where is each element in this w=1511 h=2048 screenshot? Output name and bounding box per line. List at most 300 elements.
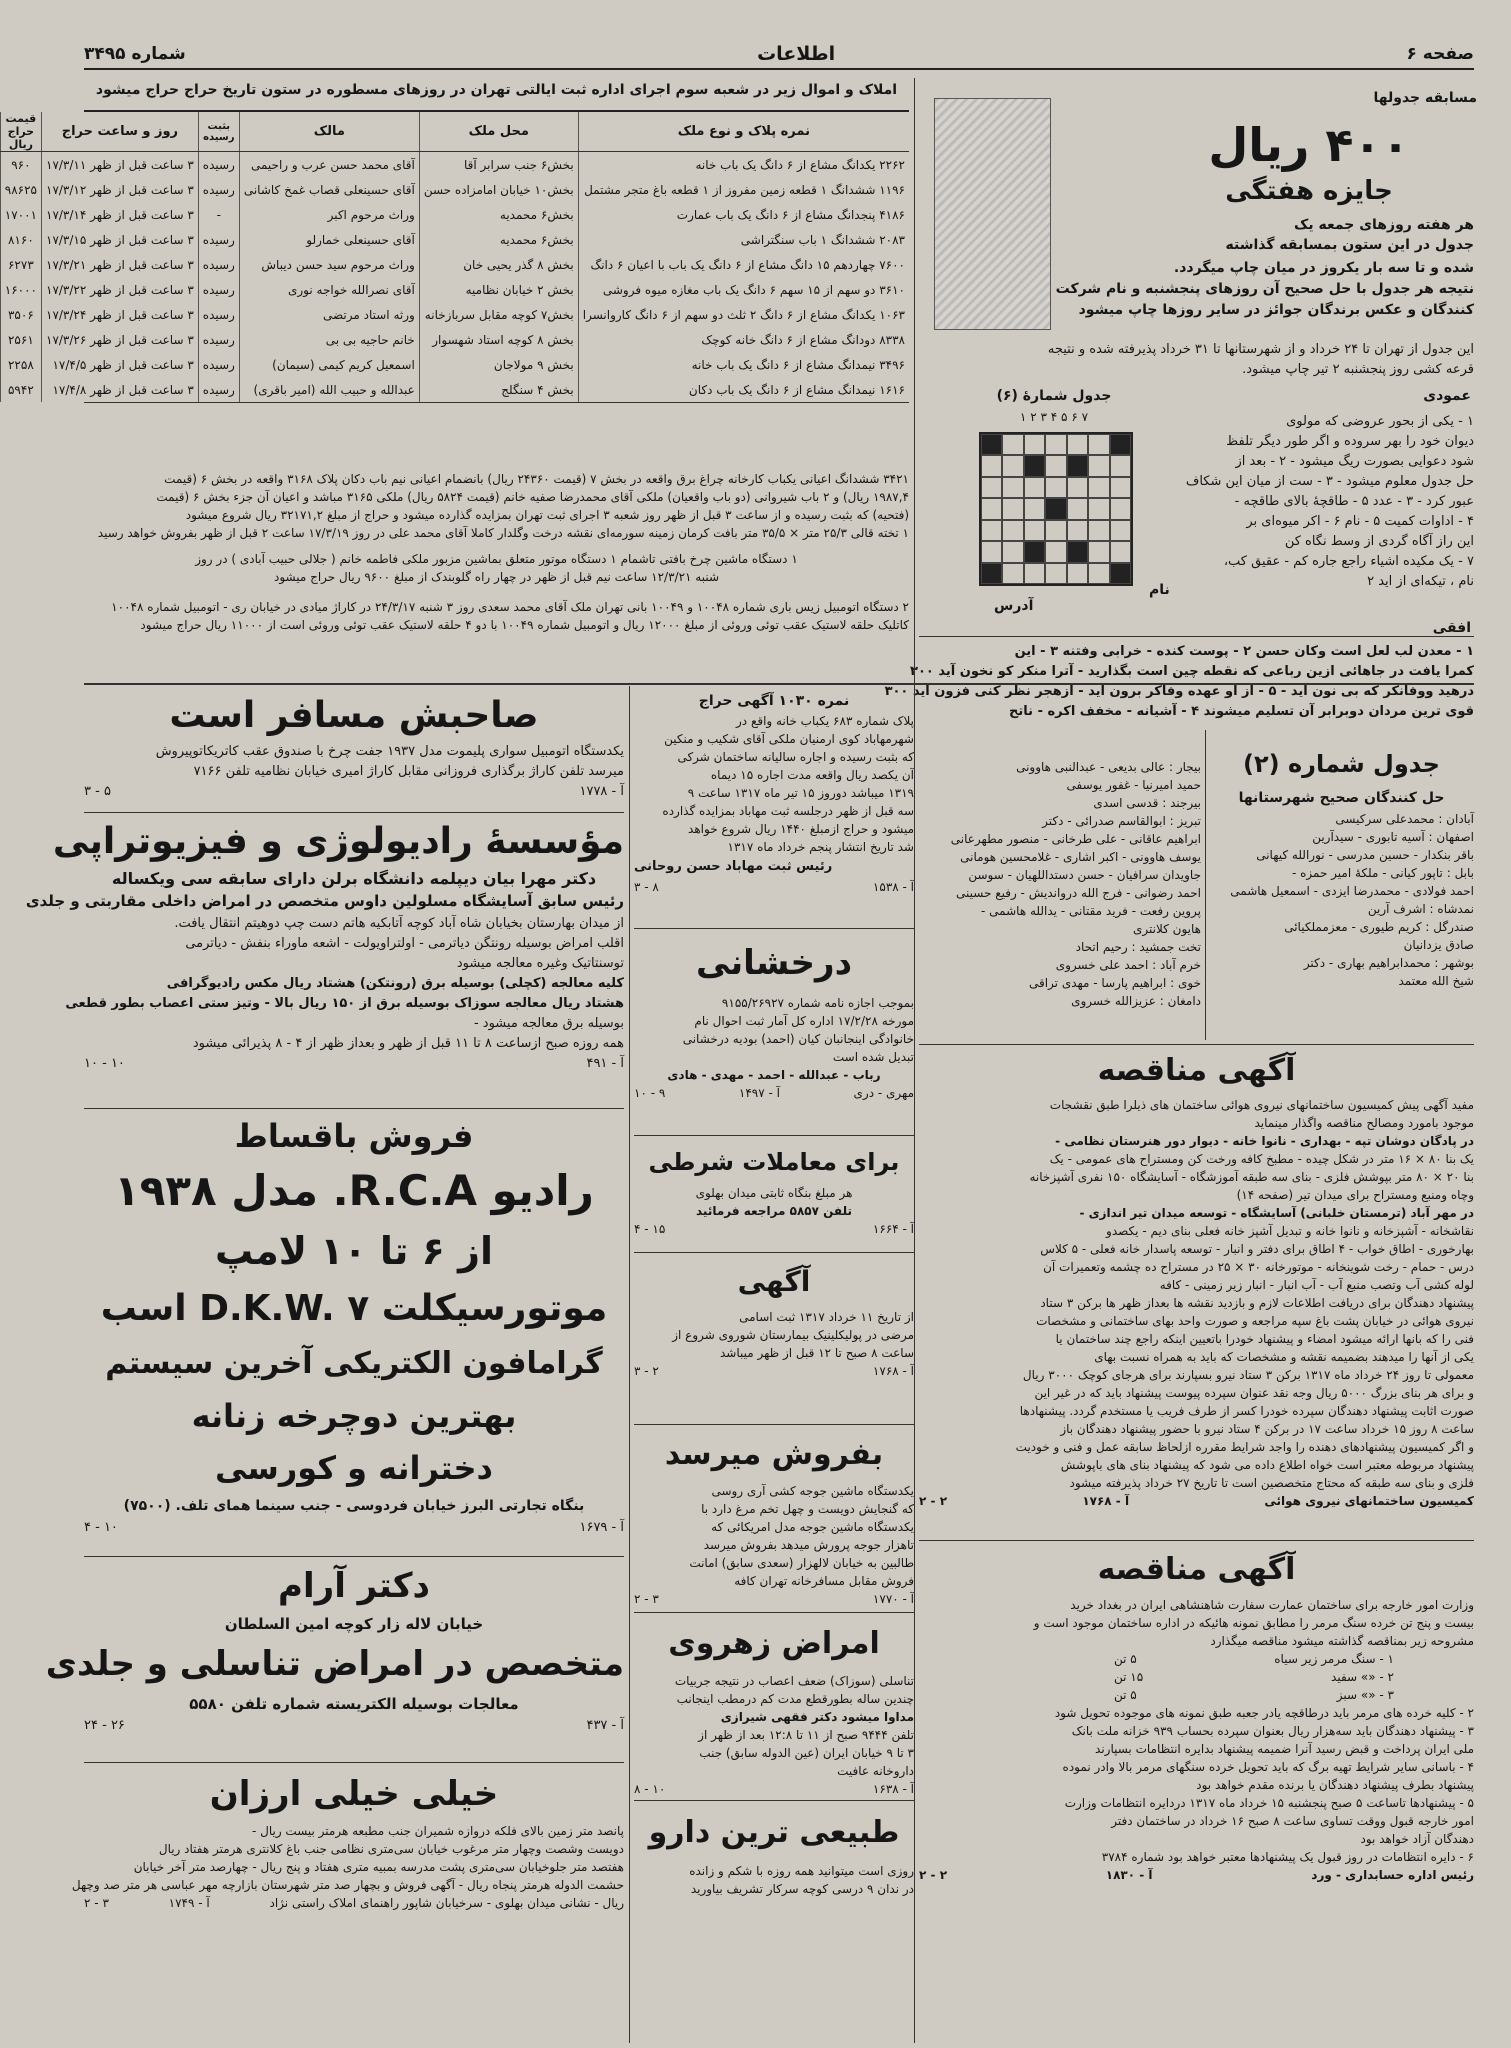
result-line: آبادان : محمدعلی سرکیسی xyxy=(1335,812,1474,826)
body-line: درس - حمام - رخت شوینخانه - موتورخانه ۳۰ × ۲۵ در مستراح ده چشمه وتعمیرات آن xyxy=(1043,1260,1474,1274)
table-cell: بخش۶ محمدیه xyxy=(419,202,578,227)
body-line: اقلب امراض بوسیله رونتگن دیاترمی - اولتراویولت - اشعه ماوراء بنفش - دیاترمی xyxy=(185,936,624,951)
ad-cheap xyxy=(71,1766,624,1916)
ad-cheap-body xyxy=(71,1822,624,1894)
deadline-line: این جدول از تهران تا ۲۴ خرداد و از شهرستانها تا ۳۱ خرداد پذیرفته شده و نتیجه xyxy=(1047,342,1474,357)
sale-title: بفروش میرسد xyxy=(664,1437,884,1472)
body-line: داروخانه عافیت xyxy=(837,1764,914,1778)
crossword-deadline xyxy=(924,340,1474,380)
divider xyxy=(634,1800,914,1801)
ad-travel-body: میرسد تلفن کاراژ برگذاری فروزانی مقابل کاراژ امیری خیابان نظامیه تلفن ۷۱۶۶ xyxy=(193,764,624,779)
grid-cell xyxy=(981,520,1002,541)
radio-line-2 xyxy=(84,1160,624,1222)
body-line: یک بنا ۸۰ × ۱۶ متر در شکل چیده - مطبخ کافه ورخت کن ومستراح های عمومی - یک xyxy=(1049,1152,1474,1166)
body-line: دویست وشصت وچهار متر مرغوب خیابان سی‌متری نظامی جنب باغ کلانتری هرمتر هفتاد ریال xyxy=(158,1842,624,1856)
table-cell: رسیده xyxy=(198,152,239,178)
col-header: روز و ساعت حراج xyxy=(42,112,199,152)
table-row xyxy=(0,327,909,352)
body-line: فلزی و بنای سه طبقه که محتاج متخصصین است تا تاریخ ۲۷ خرداد پذیرفته میشود xyxy=(1069,1476,1474,1490)
tender2-item xyxy=(1114,1668,1394,1686)
body-line: ملی ایران پرداخت و قبض رسید آنرا ضمیمه پیشنهاد بدایره انتظامات بسپارند xyxy=(1095,1742,1474,1756)
darakhshani-meta xyxy=(634,1084,914,1102)
body-line: توسنتاتیک وغیره معالجه میشود xyxy=(456,956,624,971)
table-cell: وراث مرحوم اکبر xyxy=(239,202,419,227)
newspaper-page xyxy=(4,0,1511,2048)
table-row xyxy=(0,152,909,178)
doctor-sub: معالجات بوسیله الکتریسته شماره تلفن ۵۵۸۰ xyxy=(189,1695,519,1713)
transactions-meta xyxy=(634,1220,914,1238)
result-line: دامغان : عزیزالله خسروی xyxy=(1071,994,1201,1008)
table-cell: رسیده xyxy=(198,377,239,402)
grid-cell xyxy=(1067,434,1088,455)
ad-darakhshani xyxy=(634,932,914,1132)
ad-run: ۲ - ۲ xyxy=(919,1494,948,1508)
radio-line-6: بهترین دوچرخه زنانه xyxy=(191,1397,517,1435)
table-cell: ورثه استاد مرتضی xyxy=(239,302,419,327)
ad-run: ۳ - ۲ xyxy=(84,1896,109,1910)
transactions-body: هر مبلغ بنگاه ثابتی میدان بهلوی xyxy=(695,1186,853,1200)
grid-cell xyxy=(1067,455,1088,476)
crossword-prize: ۴۰۰ ریال xyxy=(1208,118,1410,172)
table-row xyxy=(0,277,909,302)
ad-radiology-body xyxy=(65,914,624,1054)
body-line: تاهزار جوجه پرورش میدهد بفروش میرسد xyxy=(703,1538,914,1552)
grid-cell xyxy=(981,563,1002,584)
body-line: ۵ - پیشنهادها تاساعت ۵ صبح پنجشنبه ۱۵ خرداد ماه ۱۳۱۷ دردایره انتظامات وزارت xyxy=(1064,1796,1474,1810)
intro-line: جدول در این ستون بمسابقه گذاشته xyxy=(1225,237,1474,253)
page-header xyxy=(84,40,1474,70)
body-line: امور خارجه قبول ووقت تساوی ساعت ۸ صبح ۱۶ خرداد در ساختمان دفتر xyxy=(1111,1814,1474,1828)
divider xyxy=(84,812,624,813)
table-cell: اسمعیل کریم کیمی (سیمان) xyxy=(239,352,419,377)
grid-cell xyxy=(1067,520,1088,541)
result-line: ابراهیم عاقانی - علی طرخانی - منصور مطهرعانی xyxy=(950,832,1201,846)
deadline-line: قرعه کشی روز پنجشنبه ۲ تیر چاپ میشود. xyxy=(1242,362,1474,377)
grid-cell xyxy=(1088,498,1109,519)
table-cell: ۱۰۶۳ یکدانگ مشاع از ۶ دانگ ۲ ثلث دو سهم از ۶ دانگ کاروانسرا xyxy=(578,302,909,327)
grid-cell xyxy=(1002,541,1023,562)
auction2-meta xyxy=(634,878,914,896)
result-line: بیجار : عالی بدیعی - عبدالنبی هاوونی xyxy=(1016,760,1201,774)
body-line: هفتصد متر جلوخیابان سی‌متری پشت مدرسه بمبیه متری هفتاد و پنج ریال - چهارصد متر آخر خیابان xyxy=(133,1860,624,1874)
item-qty: ۵ تن xyxy=(1114,1652,1137,1666)
crossword-grid xyxy=(979,432,1133,586)
crossword-col-numbers: ۷ ۶ ۵ ۴ ۳ ۲ ۱ xyxy=(1019,410,1089,424)
table-cell: ۲۰۸۳ ششدانگ ۱ باب سنگتراشی xyxy=(578,227,909,252)
body-line: پلاک شماره ۶۸۳ یکباب خانه واقع در xyxy=(736,714,914,728)
grid-cell xyxy=(1110,455,1131,476)
note-line: کاتلیک حلقه لاستیک عقب توئی وروئی از مبلغ ۱۲۰۰۰ ریال و اتومبیل شماره ۱۰۰۴۹ با دو ۴ حلقه لاستیک عقب توئی وروئی است از ۱۱۰۰۰ ریال حراج میشود xyxy=(140,618,909,632)
result-line: بابل : تاپور کیانی - ملکهٔ امیر حمزه - xyxy=(1291,866,1474,880)
body-line: مشروحه زیر بمناقصه گذاشته میشود مناقصه میگذارد xyxy=(1210,1634,1474,1648)
table-cell: ۲۲۵۸ xyxy=(0,352,41,377)
result-line: بوشهر : محمدابراهیم بهاری - دکتر xyxy=(1303,956,1474,970)
grid-cell xyxy=(1045,434,1066,455)
table-cell: ۳ ساعت قبل از ظهر ۱۷/۳/۱۱ xyxy=(42,152,199,178)
ad-cheap-meta xyxy=(84,1894,624,1912)
table-cell: ۲۲۶۲ یکدانگ مشاع از ۶ دانگ یک باب خانه xyxy=(578,152,909,178)
body-line: شد تاریخ انتشار پنجم خرداد ماه ۱۳۱۷ xyxy=(727,840,914,854)
table-cell: ۳ ساعت قبل از ظهر ۱۷/۳/۲۱ xyxy=(42,252,199,277)
ad-transactions xyxy=(634,1140,914,1248)
ad-code: آ - ۱۵۳۸ xyxy=(872,880,914,894)
ad-cheap-title: خیلی خیلی ارزان xyxy=(209,1774,499,1814)
tender1-body xyxy=(919,1096,1474,1492)
body-line: مرضی در پولیکلینیک بیمارستان شوروی شروع از xyxy=(672,1328,914,1342)
result-line: نمدشاه : اشرف آرین xyxy=(1367,902,1474,916)
tender2-conditions xyxy=(919,1704,1474,1866)
table-cell: ۲۵۶۱ xyxy=(0,327,41,352)
intro-line: شده و تا سه بار یکروز در میان چاپ میگردد. xyxy=(1173,260,1474,276)
result-line: تبریز : ابوالقاسم صدرائی - دکتر xyxy=(1042,814,1201,828)
divider xyxy=(634,1135,914,1136)
tender1-meta xyxy=(919,1492,1474,1510)
divider xyxy=(919,636,1474,637)
table-cell: خانم حاجیه بی بی xyxy=(239,327,419,352)
note-line: ۱ دستگاه ماشین چرخ بافتی تاشمام ۱ دستگاه موتور متعلق بماشین مزبور ملکی فاطمه خانم ( جلالی حبیب آبادی ) در روز xyxy=(195,552,798,566)
intro-line: کنندگان و عکس برندگان جوائز در سایر روزها چاپ میشود xyxy=(1078,302,1474,318)
result-line: بیرجند : قدسی اسدی xyxy=(1093,796,1201,810)
table-cell: بخش۱۰ خیابان امامزاده حسن xyxy=(419,177,578,202)
body-line: پیشنهاد بطرف پیشنهاد دهندگان یا برنده مقدم خواهد بود xyxy=(1196,1778,1474,1792)
divider xyxy=(84,683,1474,685)
crossword-address-label: آدرس xyxy=(994,598,1034,614)
body-line: چندین ساله بطورقطع مدت کم درمطب اینجانب xyxy=(676,1692,914,1706)
clue-line: حل جدول معلوم میشود - ۳ - ست از میان این شکاف xyxy=(1185,474,1474,489)
ad-radiology-footer xyxy=(84,1054,624,1074)
clue-line: قوی ترین مردان دوبرابر آن تسلیم میشوند ۴ - آشیانه - مخفف اکره - ناتح xyxy=(1009,704,1474,719)
issue-number: شماره ۳۴۹۵ xyxy=(84,44,186,64)
radio-word: رادیو xyxy=(491,1166,594,1215)
body-line: نقاشخانه - آشپزخانه و نانوا خانه و تبدیل آشپز خانه فعلی بنای دیم - یکصدو xyxy=(1106,1224,1474,1238)
grid-cell xyxy=(1088,477,1109,498)
results-sub: حل کنندگان صحیح شهرستانها xyxy=(1238,790,1445,806)
clue-line: شود دعوایی بصورت ریگ میشود - ۲ - بعد از xyxy=(1235,454,1474,469)
table-cell: ۳ ساعت قبل از ظهر ۱۷/۳/۲۴ xyxy=(42,302,199,327)
tender2-intro xyxy=(919,1596,1474,1650)
body-line: معمولی تا روز ۲۴ خرداد ماه ۱۳۱۷ برکن ۳ ستاد نیرو بسپارند برای هرجای کوچک ۳۰۰۰ ریال xyxy=(1022,1368,1474,1382)
table-cell: رسیده xyxy=(198,252,239,277)
body-line: بموجب اجازه نامه شماره ۹۱۵۵/۲۶۹۲۷ xyxy=(721,996,914,1010)
results-section xyxy=(1209,742,1474,1042)
tender-1 xyxy=(919,1046,1474,1526)
divider xyxy=(634,928,914,929)
table-cell: ۳ ساعت قبل از ظهر ۱۷/۳/۲۲ xyxy=(42,277,199,302)
table-cell: ۷۶۰۰ چهاردهم ۱۵ دانگ مشاع از ۶ دانگ یک باب با اعیان ۶ دانگ xyxy=(578,252,909,277)
column-rule xyxy=(629,686,630,2043)
horizontal-label: افقی xyxy=(1432,620,1471,636)
body-line: ۲ - کلیه خرده های مرمر باید درطاقچه یادر جعبه طبق نمونه های موجوده تحویل شود xyxy=(1054,1706,1474,1720)
note-line: ۱ تخته قالی ۲۵/۳ متر × ۳۵/۵ متر بافت کرمان زمینه سورمه‌ای نقشه درخت وگلدار کاملا آقای محمد علی در روز ۱۷/۳/۱۹ ساعت ۲ قبل از ظهر بفروش خواهد رسید xyxy=(97,526,909,540)
doctor-title: متخصص در امراض تناسلی و جلدی xyxy=(45,1644,624,1684)
grid-cell xyxy=(981,455,1002,476)
ad-code: آ - ۱۷۶۸ xyxy=(872,1364,914,1378)
table-cell: ۵۹۴۲ xyxy=(0,377,41,402)
doctor-address: خیابان لاله زار کوچه امین السلطان xyxy=(224,1615,484,1633)
tender2-meta xyxy=(919,1866,1474,1884)
tender2-items xyxy=(1114,1650,1394,1704)
table-cell: ۳ ساعت قبل از ظهر ۱۷/۳/۱۲ xyxy=(42,177,199,202)
table-cell: آقای حسینعلی خمارلو xyxy=(239,227,419,252)
ad-code: آ - ۱۷۶۸ xyxy=(1082,1494,1130,1508)
moto-word: موتورسیکلت xyxy=(381,1288,608,1329)
ad-travel-body: یکدستگاه اتومبیل سواری پلیموت مدل ۱۹۳۷ جفت چرخ با صندوق عقب کاتریکاتوپیروش xyxy=(155,744,624,759)
clue-line: نام ، تیکه‌ای از اید ۲ xyxy=(1367,574,1474,589)
body-line: پیشنهاد دهندگان برای دریافت اطلاعات لازم و بازدید نقشه ها بعداز ظهر ها برکن ۳ ستاد xyxy=(1040,1296,1474,1310)
ad-radiology-title: مؤسسهٔ رادیولوژی و فیزیوتراپی xyxy=(52,821,624,862)
moto-brand: D.K.W. xyxy=(199,1288,335,1329)
disease-body xyxy=(634,1672,914,1780)
table-cell: ۱۷۰۰۱ xyxy=(0,202,41,227)
table-cell: بخش ۹ مولاجان xyxy=(419,352,578,377)
auction2-signer: رئیس ثبت مهاباد حسن روحانی xyxy=(634,859,833,874)
grid-cell xyxy=(1024,498,1045,519)
table-cell: بخش ۲ خیابان نظامیه xyxy=(419,277,578,302)
table-cell: بخش ۴ سنگلج xyxy=(419,377,578,402)
tender2-title: آگهی مناقصه xyxy=(1097,1552,1296,1587)
table-cell: بخش ۸ گذر یحیی خان xyxy=(419,252,578,277)
item-text: ۱ - سنگ مرمر زیر سیاه xyxy=(1274,1652,1394,1666)
doctor-name: دکتر آرام xyxy=(278,1566,430,1606)
crossword-name-label: نام xyxy=(1149,582,1170,598)
note-line: شنبه ۱۲/۳/۲۱ ساعت نیم قبل از ظهر در چهار راه گلوبندک از مبلغ ۹۶۰۰ ریال حراج میشود xyxy=(273,570,720,584)
result-line: پروین رفعت - فرید مقتانی - یدالله هاشمی - xyxy=(981,904,1201,918)
grid-cell xyxy=(1002,563,1023,584)
body-line: خانوادگی اینجانبان کیان (احمد) بودیه درخشانی xyxy=(682,1032,914,1046)
grid-cell xyxy=(981,477,1002,498)
darakhshani-names2: مهری - دری xyxy=(853,1086,914,1100)
grid-cell xyxy=(1002,455,1023,476)
body-line: صورت اثابت پیشنهاد دهندگان سپرده خودرا کسر از طرف فریب یا مستخدم گردد. پیشنهادها xyxy=(1019,1404,1474,1418)
ad-code: آ - ۱۶۳۸ xyxy=(872,1782,914,1796)
table-cell: ۹۶۰ xyxy=(0,152,41,178)
body-line: سه قبل از ظهر درجلسه ثبت مهاباد بمزایده گذارده xyxy=(662,804,914,818)
divider xyxy=(84,1108,624,1109)
body-line: که بثبت رسیده و اجاره سالیانه ساختمان شرکی xyxy=(677,750,914,764)
ad-code: آ - ۱۸۳۰ xyxy=(1105,1868,1153,1882)
body-line: وزارت امور خارجه برای ساختمان عمارت سفارت شاهنشاهی ایران در بغداد خرید xyxy=(1070,1598,1474,1612)
radio-brand: R.C.A. xyxy=(332,1166,477,1215)
grid-cell xyxy=(981,434,1002,455)
divider xyxy=(919,1044,1474,1045)
table-row xyxy=(0,227,909,252)
body-line: تبدیل شده است xyxy=(832,1050,914,1064)
body-line: ۳ - پیشنهاد دهندگان باید سه‌هزار ریال بعنوان سپرده بحساب ۹۳۹ خزانه ملت بانک xyxy=(1071,1724,1474,1738)
tender-2 xyxy=(919,1544,1474,2024)
table-row xyxy=(0,352,909,377)
ad-run: ۱۵ - ۴ xyxy=(634,1222,666,1236)
body-line: پیشنهاد مربوطه معتبر است خواه اطلاع داده می شود که پیشنهاد بنای های باپوشش xyxy=(1060,1458,1474,1472)
ad-code: آ - ۱۶۶۴ xyxy=(872,1222,914,1236)
grid-cell xyxy=(1024,541,1045,562)
body-line: مورخه ۱۷/۲/۲۸ اداره کل آمار ثبت احوال نام xyxy=(694,1014,914,1028)
note-line: ۱۹۸۷,۴ ریال) و ۲ باب شیروانی (دو باب واقعیان) ملکی آقای محمدرضا صفیه خانم (قیمت ۵۸۲۴ ریال) ملکی ۳۱۶۵ مباشد و اعیان آن جزء بخش ۶ (قیمت xyxy=(156,490,909,504)
table-cell: ۳ ساعت قبل از ظهر ۱۷/۳/۲۶ xyxy=(42,327,199,352)
page-number: صفحه ۶ xyxy=(1406,44,1474,64)
grid-cell xyxy=(1002,520,1023,541)
result-line: باقر بنکدار - حسین مدرسی - نورالله کیهانی xyxy=(1256,848,1474,862)
auction2-title: نمره ۱۰۳۰ آگهی حراج xyxy=(698,693,850,709)
result-line: احمد فولادی - محمدرضا ایزدی - اسمعیل هاشمی xyxy=(1230,884,1474,898)
body-line: در مهر آباد (ترمستان خلبانی) آسایشگاه - توسعه میدان تیر اندازی - xyxy=(1079,1206,1474,1220)
crossword-prize-sub: جایزه هفتگی xyxy=(1225,176,1393,206)
body-line: نیروی هوائی در خیابان پشت باغ سپه مراجعه و صورت واحد بهای ساختمانی و مشخصات xyxy=(1036,1314,1474,1328)
table-cell: ۱۶۰۰۰ xyxy=(0,277,41,302)
horizontal-clues xyxy=(884,642,1474,722)
radio-line-4 xyxy=(84,1280,624,1338)
table-cell: ۳۶۱۰ دو سهم از ۱۵ سهم ۶ دانگ یک باب مغازه میوه فروشی xyxy=(578,277,909,302)
ad-code: آ - ۱۷۷۸ xyxy=(579,784,624,799)
body-line: مداوا میشود دکتر فقهی شیرازی xyxy=(720,1710,914,1724)
item-text: ۲ - «» سفید xyxy=(1331,1670,1394,1684)
table-header-row xyxy=(0,112,909,152)
vertical-label: عمودی xyxy=(1423,388,1471,404)
table-cell: ۶۲۷۳ xyxy=(0,252,41,277)
note-line: ۲ دستگاه اتومبیل زیس باری شماره ۱۰۰۴۸ و ۱۰۰۴۹ بانی تهران ملک آقای محمد سعدی روز ۳ شنبه ۲۴/۳/۱۷ در کاراژ میادی در خیابان ری - اتومبیل شماره ۱۰۰۴۸ xyxy=(111,600,909,614)
clue-line: ۱ - معدن لب لعل است وکان حسن ۲ - پوست کنده - خرابی وفتنه ۳ - این xyxy=(1014,644,1474,659)
tender1-signer: کمیسیون ساختمانهای نیروی هوائی xyxy=(1264,1494,1474,1508)
table-cell: رسیده xyxy=(198,327,239,352)
grid-cell xyxy=(1110,498,1131,519)
result-line: صندرگل : کریم طیوری - معزمملکیائی xyxy=(1284,920,1474,934)
divider xyxy=(84,1762,624,1763)
table-cell: آقای حسینعلی قصاب غمخ کاشانی xyxy=(239,177,419,202)
grid-cell xyxy=(1088,520,1109,541)
body-line: فنی را که بانها ارائه میشود امضاء و پیشنهاد خودرا باتعیین اینکه راجع چند ساختمان یا xyxy=(1055,1332,1474,1346)
body-line: از تاریخ ۱۱ خرداد ۱۳۱۷ ثبت اسامی xyxy=(739,1310,914,1324)
body-line: رباب - عبدالله - احمد - مهدی - هادی xyxy=(667,1068,881,1082)
table-row xyxy=(0,252,909,277)
crossword-intro-wide xyxy=(924,258,1474,321)
grid-cell xyxy=(1002,434,1023,455)
result-line: حمید امیرنیا - غفور یوسفی xyxy=(1066,778,1201,792)
notice-title: آگهی xyxy=(737,1265,811,1298)
crossword-section-title: مسابقه جدولها xyxy=(1373,90,1477,106)
ad-auction2 xyxy=(634,690,914,925)
result-line: هایون کلانتری xyxy=(1133,922,1201,936)
grid-cell xyxy=(981,541,1002,562)
ad-code: آ - ۱۶۷۹ xyxy=(579,1520,624,1535)
body-line: روزی است میتوانید همه روزه با شکم و زانده xyxy=(689,1864,914,1878)
divider xyxy=(919,1540,1474,1541)
grid-cell xyxy=(1024,434,1045,455)
grid-cell xyxy=(1088,563,1109,584)
ad-code: آ - ۴۳۷ xyxy=(586,1718,624,1733)
drug-title: طبیعی ترین دارو xyxy=(648,1815,900,1850)
table-cell: ۳ ساعت قبل از ظهر ۱۷/۴/۸ xyxy=(42,377,199,402)
ad-code: آ - ۱۷۷۰ xyxy=(872,1592,914,1606)
ad-radiology-sub: دکتر مهرا بیان دیپلمه دانشگاه برلن دارای سابقه سی ویکساله xyxy=(111,869,597,888)
clue-line: عبور کرد - ۳ - عدد ۵ - طاقچهٔ بالای طاقچه - xyxy=(1234,494,1474,509)
grid-cell xyxy=(1002,477,1023,498)
radio-footer: بنگاه تجارتی البرز خیابان فردوسی - جنب سینما همای تلف. (۷۵۰۰) xyxy=(123,1498,585,1514)
sale-meta xyxy=(634,1590,914,1608)
crossword-intro xyxy=(1059,215,1474,255)
body-line: موجود بامورد ومصالح مناقصه واگذار مینماید xyxy=(1254,1116,1474,1130)
drug-body xyxy=(634,1862,914,1898)
result-line: احمد رضوانی - فرج الله درواندیش - رفیع حسینی xyxy=(956,886,1201,900)
table-cell: رسیده xyxy=(198,277,239,302)
transactions-phone: تلفن ۵۸۵۷ مراجعه فرمائید xyxy=(696,1204,852,1218)
radio-model: مدل ۱۹۳۸ xyxy=(114,1166,319,1215)
body-line: ۶ - دایره انتظامات در روز قبول یک پیشنهادها معتبر خواهد بود شماره ۳۷۸۴ xyxy=(1101,1850,1474,1864)
body-line: تناسلی (سوزاک) ضعف اعصاب در نتیجه جربیات xyxy=(674,1674,914,1688)
grid-cell xyxy=(1045,520,1066,541)
table-cell: رسیده xyxy=(198,352,239,377)
clue-line: ۷ - یک مکیده اشیاء راجع جاره کم - عقیق کب، xyxy=(1223,554,1474,569)
grid-cell xyxy=(1002,498,1023,519)
grid-cell xyxy=(1067,541,1088,562)
grid-cell xyxy=(1045,455,1066,476)
divider xyxy=(84,1556,624,1557)
body-line: هشتاد ریال معالجه سوزاک بوسیله برق از ۱۵۰ ریال بالا - وتیز ستی اعصاب بطور قطعی xyxy=(65,996,624,1011)
clue-line: ۱ - یکی از بحور عروضی که مولوی xyxy=(1286,414,1474,429)
table-cell: رسیده xyxy=(198,177,239,202)
darakhshani-title: درخشانی xyxy=(695,943,853,983)
note-line: ۳۴۲۱ ششدانگ اعیانی یکباب کارخانه چراغ برق واقعه در بخش ۷ (قیمت ۲۴۳۶۰ ریال) بانضمام اعیانی نیم باب دکان پلاک ۳۱۶۸ واقعه در بخش ۶ (قیمت xyxy=(164,472,909,486)
divider xyxy=(634,1252,914,1253)
divider xyxy=(634,1612,914,1613)
table-row xyxy=(0,202,909,227)
table-cell: وراث مرحوم سید حسن دیباش xyxy=(239,252,419,277)
tender1-title: آگهی مناقصه xyxy=(1097,1053,1296,1088)
ad-code: آ - ۴۹۱ xyxy=(586,1056,624,1071)
grid-cell xyxy=(981,498,1002,519)
results-title: جدول شماره (۲) xyxy=(1243,750,1440,778)
body-line: حشمت الدوله هرمتر پنجاه ریال - آگهی فروش و بچهار صد متر شهرستان بازارچه مهر عباسی هر متر صد وچهل xyxy=(71,1878,624,1892)
table-cell: بخش ۸ کوچه استاد شهسوار xyxy=(419,327,578,352)
col-header: قیمت حراج ریال xyxy=(0,112,41,152)
table-cell: رسیده xyxy=(198,227,239,252)
body-line: یکدستگاه ماشین جوجه مدل امریکائی که xyxy=(711,1520,914,1534)
ad-run: ۲ - ۳ xyxy=(634,1364,659,1378)
clue-line: کمرا یافت در جاهائی ازین رباعی که نقطه چین است بگذارید - آترا منکر کو نخون آید ۳۰۰ xyxy=(910,664,1474,679)
grid-cell xyxy=(1045,477,1066,498)
ad-travel xyxy=(84,690,624,808)
radio-line-1: فروش باقساط xyxy=(234,1117,474,1155)
table-cell: ۱۶۱۶ نیمدانگ مشاع از ۶ دانگ یک باب دکان xyxy=(578,377,909,402)
grid-cell xyxy=(1088,434,1109,455)
sale-body xyxy=(634,1482,914,1590)
body-line: یکدستگاه ماشین جوجه کشی آری روسی xyxy=(711,1484,914,1498)
notice-body xyxy=(634,1308,914,1362)
col-header: بثبت رسیده xyxy=(198,112,239,152)
grid-cell xyxy=(1024,520,1045,541)
item-qty: ۱۵ تن xyxy=(1114,1670,1144,1684)
ad-run: ۹ - ۱۰ xyxy=(634,1086,666,1100)
grid-cell xyxy=(1024,455,1045,476)
ad-run: ۲۶ - ۲۴ xyxy=(84,1718,125,1733)
auction-table xyxy=(4,110,909,403)
body-line: طالبین به خیابان لالهزار (سعدی سابق) امانت xyxy=(689,1556,914,1570)
ad-run: ۸ - ۳ xyxy=(634,880,659,894)
table-cell: ۱۱۹۶ ششدانگ ۱ قطعه زمین مفروز از ۱ قطعه باغ متجر مشتمل xyxy=(578,177,909,202)
ad-code: آ - ۱۴۹۷ xyxy=(738,1086,780,1100)
col-header: مالک xyxy=(239,112,419,152)
column-rule xyxy=(1205,730,1206,1040)
ad-travel-title: صاحبش مسافر است xyxy=(169,695,539,736)
body-line: مفید آگهی پیش کمیسیون ساختمانهای نیروی هوائی ساختمان های ذیلرا طبق نقشجات xyxy=(1049,1098,1474,1112)
clue-line: درهید ووفانکر که بی نون آید - ۵ - از او عهده وفاکر برون آید - ازهجر نظر کنی فزون آید ۳۰۰ xyxy=(884,684,1474,699)
moto-power: ۷ اسب xyxy=(100,1288,370,1329)
results-list-2 xyxy=(919,758,1201,1010)
notice-meta xyxy=(634,1362,914,1380)
table-cell: ۳ ساعت قبل از ظهر ۱۷/۴/۵ xyxy=(42,352,199,377)
grid-cell xyxy=(1024,563,1045,584)
grid-cell xyxy=(1110,563,1131,584)
paper-name: اطلاعات xyxy=(757,43,836,65)
body-line: ۱۳۱۹ میباشد دوروز ۱۵ تیر ماه ۱۳۱۷ ساعت ۹ xyxy=(687,786,914,800)
